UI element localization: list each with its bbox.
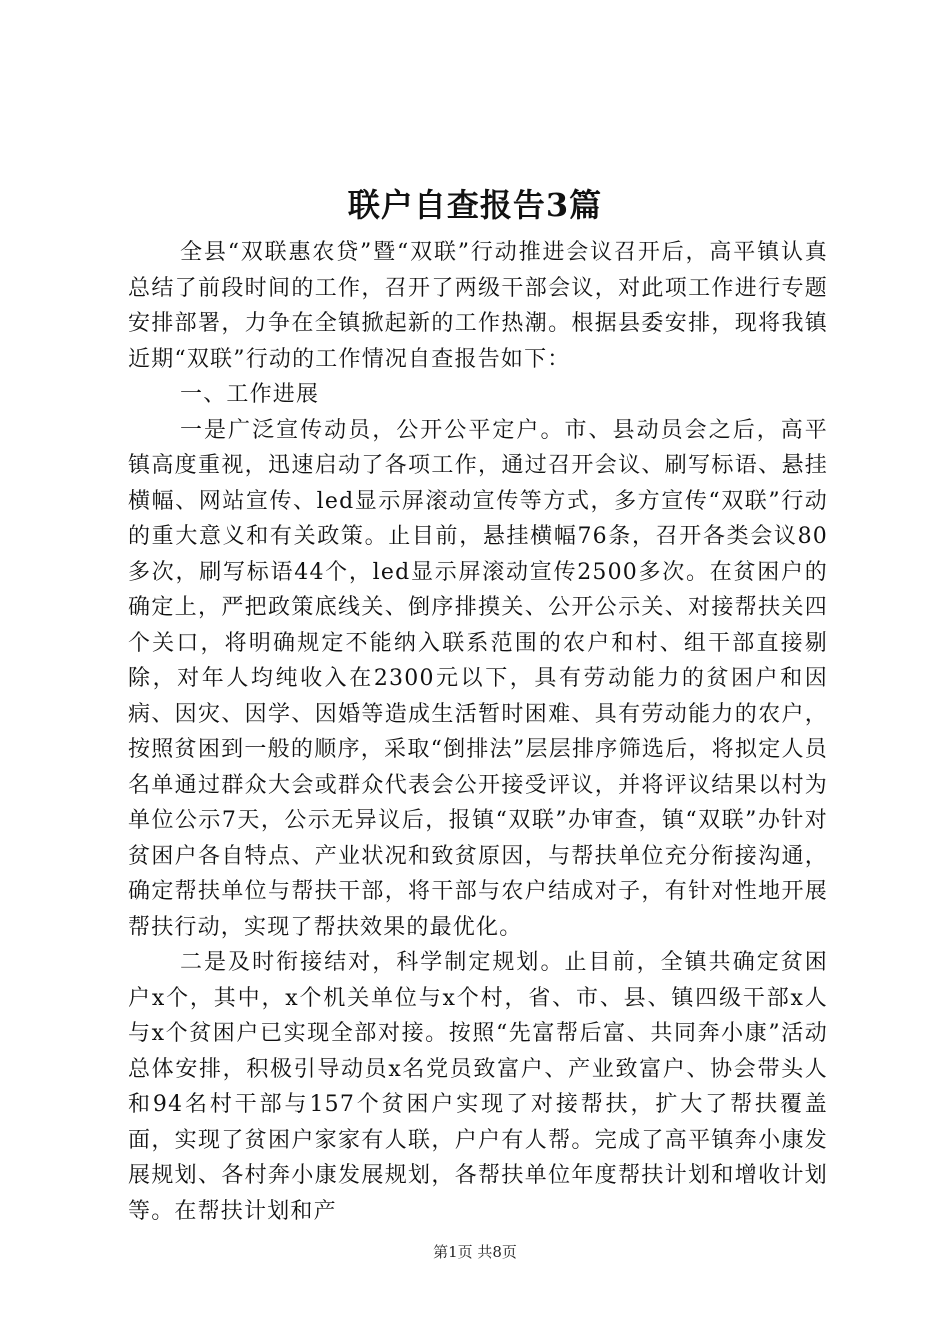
document-body (128, 235, 828, 1229)
section-heading: 一、工作进展 (180, 382, 320, 407)
paragraph-publicity: 一是广泛宣传动员，公开公平定户。市、县动员会之后，高平镇高度重视，迅速启动了各项工作，通过召开会议、刷写标语、悬挂横幅、网站宣传、led显示屏滚动宣传等方式，多方宣传“双联”行动的重大意义和有关政策。止目前，悬挂横幅76条，召开各类会议80多次，刷写标语44个，led显示屏滚动宣传2500多次。在贫困户的确定上，严把政策底线关、倒序排摸关、公开公示关、对接帮扶关四个关口，将明确规定不能纳入联系范围的农户和村、组干部直接剔除，对年人均纯收入在2300元以下，具有劳动能力的贫困户和因病、因灾、因学、因婚等造成生活暂时困难、具有劳动能力的农户，按照贫困到一般的顺序，采取“倒排法”层层排序筛选后，将拟定人员名单通过群众大会或群众代表会公开接受评议，并将评议结果以村为单位公示7天，公示无异议后，报镇“双联”办审查，镇“双联”办针对贫困户各自特点、产业状况和致贫原因，与帮扶单位充分衔接沟通，确定帮扶单位与帮扶干部，将干部与农户结成对子，有针对性地开展帮扶行动，实现了帮扶效果的最优化。 (128, 417, 828, 940)
page-footer: 第1页 共8页 (433, 1243, 517, 1261)
paragraph-intro: 全县“双联惠农贷”暨“双联”行动推进会议召开后，高平镇认真总结了前段时间的工作，召开了两级干部会议，对此项工作进行专题安排部署，力争在全镇掀起新的工作热潮。根据县委安排，现将我镇近期“双联”行动的工作情况自查报告如下： (128, 240, 828, 372)
paragraph-pairing: 二是及时衔接结对，科学制定规划。止目前，全镇共确定贫困户x个，其中，x个机关单位与x个村，省、市、县、镇四级干部x人与x个贫困户已实现全部对接。按照“先富帮后富、共同奔小康”活动总体安排，积极引导动员x名党员致富户、产业致富户、协会带头人和94名村干部与157个贫困户实现了对接帮扶，扩大了帮扶覆盖面，实现了贫困户家家有人联，户户有人帮。完成了高平镇奔小康发展规划、各村奔小康发展规划，各帮扶单位年度帮扶计划和增收计划等。在帮扶计划和产 (128, 950, 828, 1224)
document-title: 联户自查报告3篇 (347, 186, 603, 224)
